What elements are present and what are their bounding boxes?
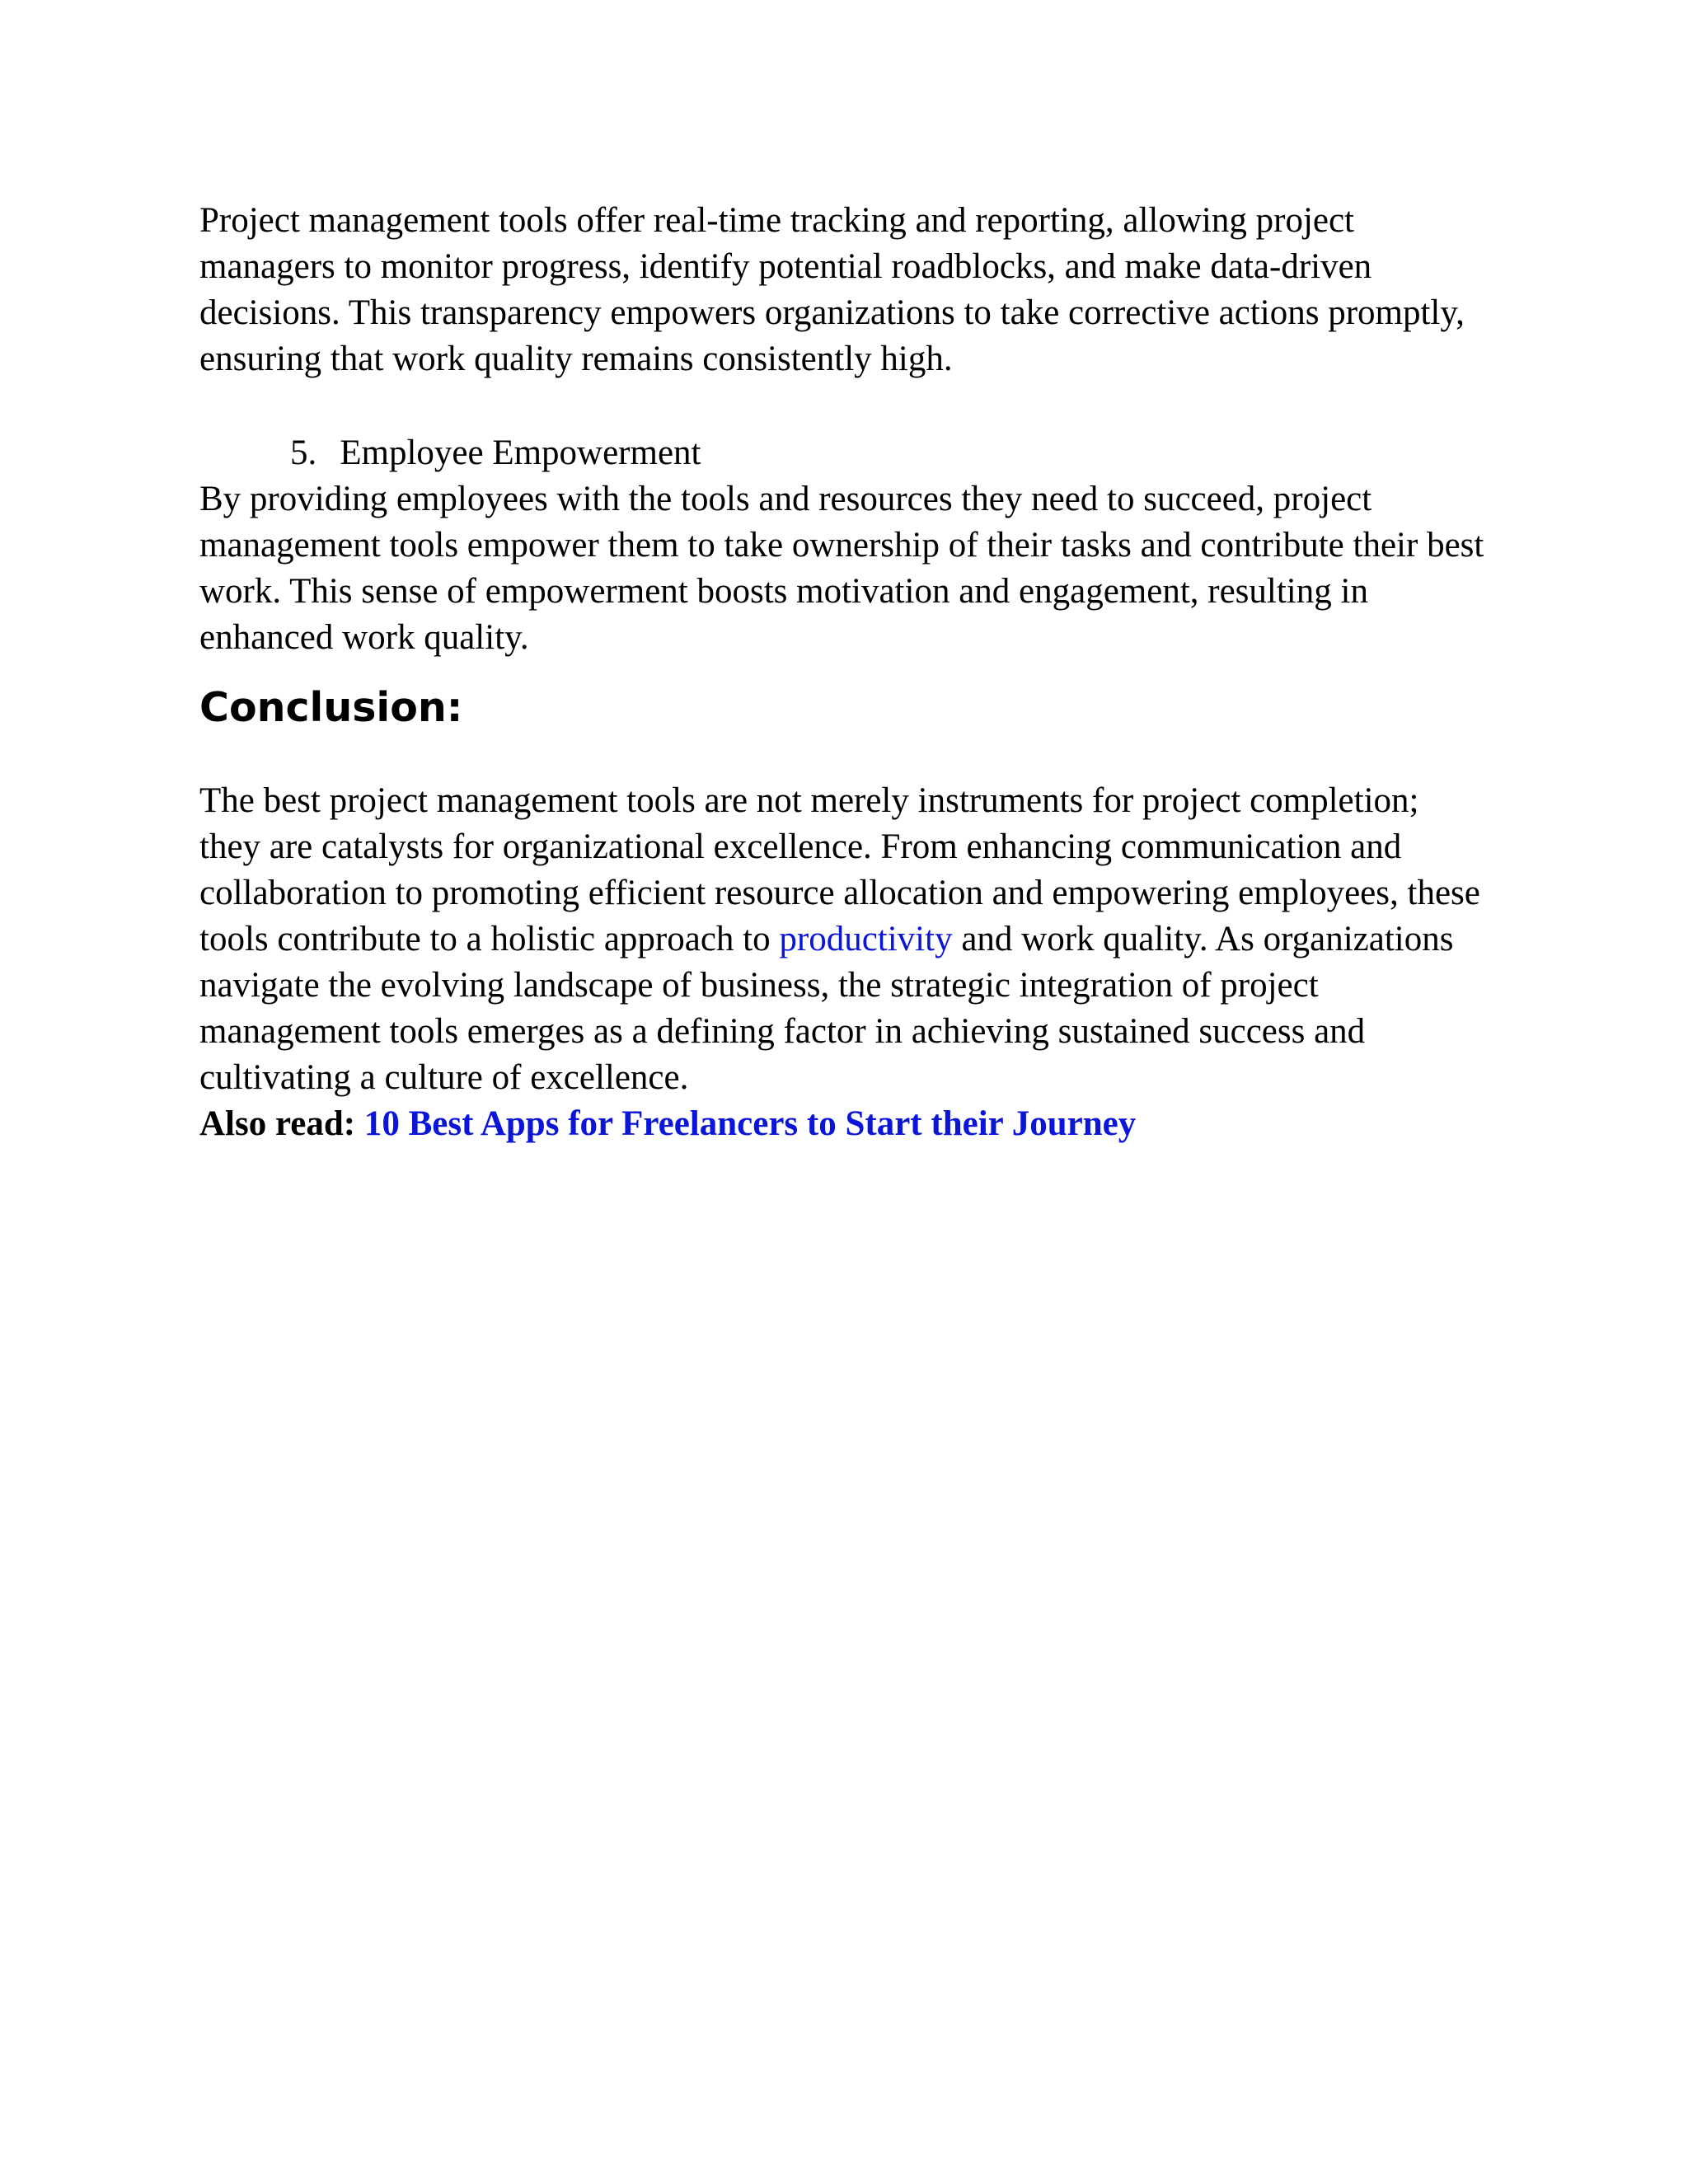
paragraph-employee-empowerment: By providing employees with the tools and resources they need to succeed, project management tools empower them to take ownership of their tasks and contribute their best work. This sense of empowerment boosts motivation and engagement, resulting in enhanced work quality. bbox=[199, 480, 1484, 657]
also-read-label: Also read: bbox=[199, 1104, 364, 1143]
productivity-link[interactable]: productivity bbox=[779, 920, 953, 958]
list-item-employee-empowerment bbox=[290, 430, 1485, 476]
paragraph-spacer bbox=[199, 382, 1485, 430]
document-content bbox=[199, 198, 1485, 1147]
conclusion-text-part-1: The best project management tools are not merely instruments for project completion; they are catalysts for organizational excellence. From enhancing communication and collaboration to promoting efficient resource allocation and empowering employees, these tools contribute to a holistic approach to bbox=[199, 781, 1480, 958]
conclusion-text-part-2: and work quality. As organizations navigate the evolving landscape of business, the strategic integration of project management tools emerges as a defining factor in achieving sustained success and cultivating a culture of excellence. bbox=[199, 920, 1454, 1097]
list-item-number: 5. bbox=[290, 434, 317, 472]
conclusion-paragraph bbox=[199, 778, 1485, 1101]
also-read-link[interactable]: 10 Best Apps for Freelancers to Start their Journey bbox=[363, 1104, 1137, 1143]
list-item-text: Employee Empowerment bbox=[340, 434, 701, 472]
also-read-line bbox=[199, 1101, 1485, 1147]
paragraph-real-time-tracking: Project management tools offer real-time tracking and reporting, allowing project managers to monitor progress, identify potential roadblocks, and make data-driven decisions. This transparency empowers organizations to take corrective actions promptly, ensuring that work quality remains consistently high. bbox=[199, 201, 1465, 378]
conclusion-heading: Conclusion: bbox=[199, 684, 463, 731]
